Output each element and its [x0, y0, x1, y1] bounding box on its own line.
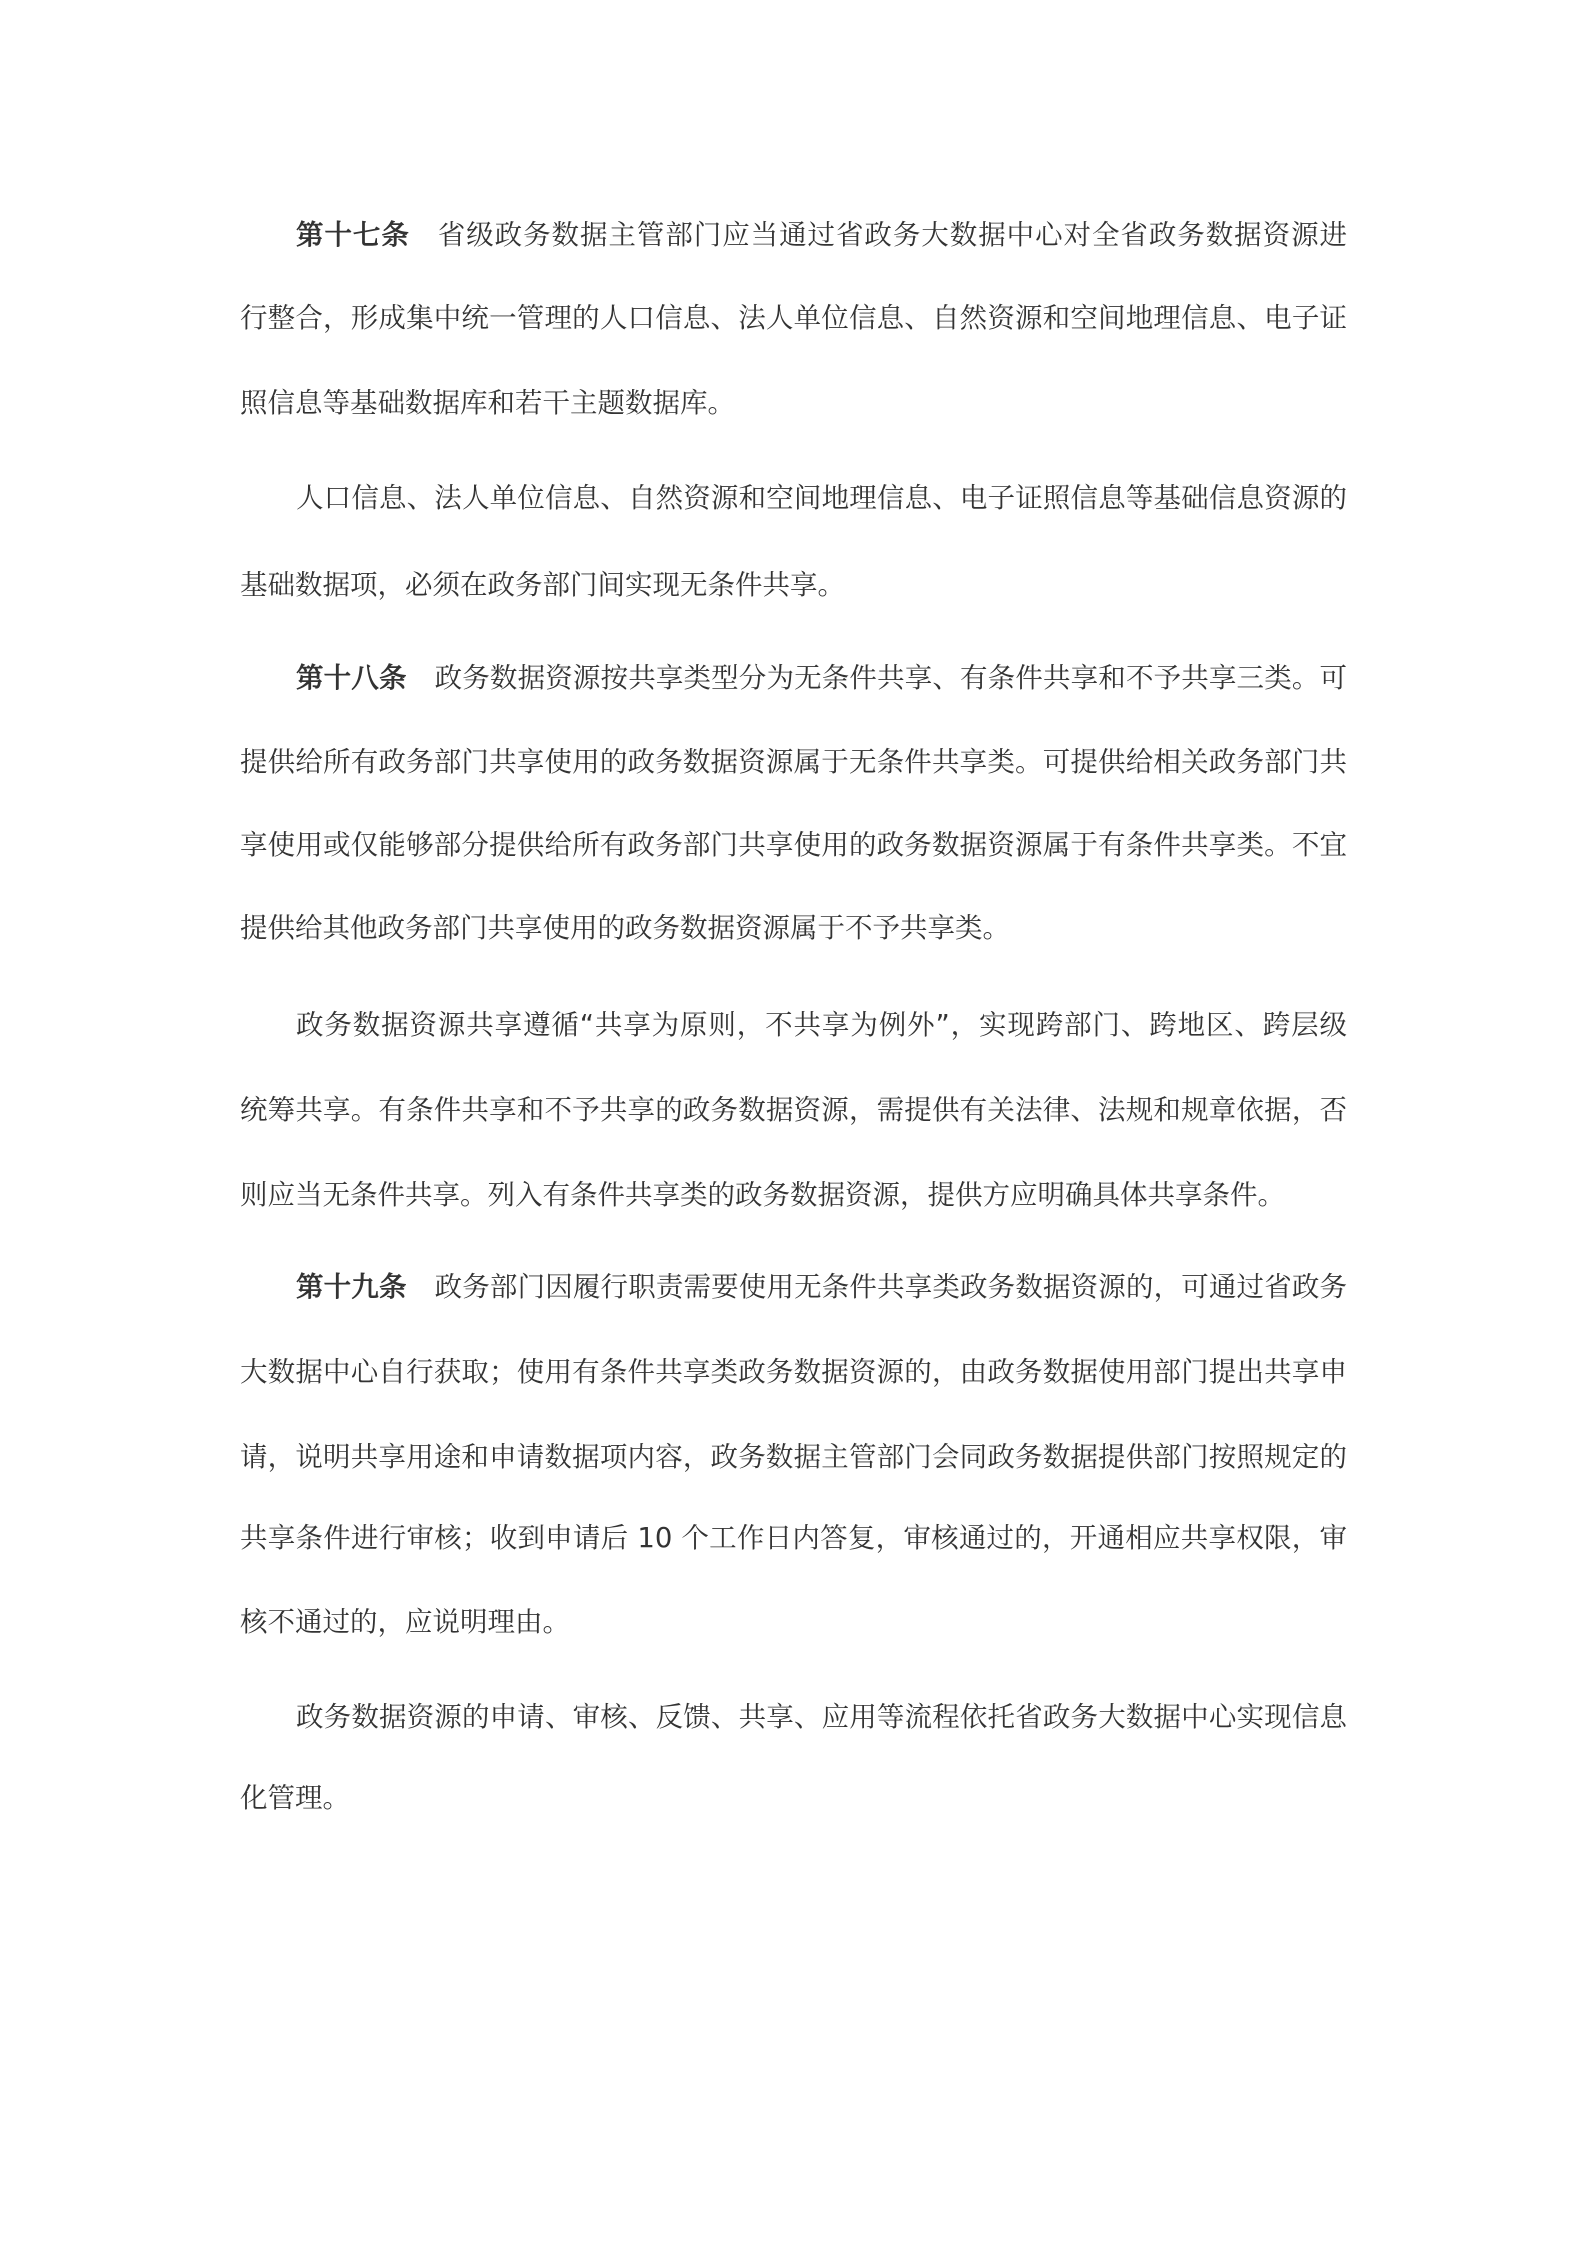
article-number: 第十八条	[296, 662, 407, 694]
paragraph-line	[296, 1267, 1347, 1307]
paragraph-line: 享使用或仅能够部分提供给所有政务部门共享使用的政务数据资源属于有条件共享类。不宜	[240, 829, 1347, 861]
paragraph-line	[296, 658, 1347, 698]
paragraph-line: 照信息等基础数据库和若干主题数据库。	[240, 387, 735, 419]
paragraph-line: 化管理。	[240, 1782, 350, 1814]
article-number: 第十七条	[296, 219, 410, 251]
paragraph-line	[296, 215, 1347, 255]
paragraph-text: 政务部门因履行职责需要使用无条件共享类政务数据资源的，可通过省政务	[434, 1271, 1348, 1303]
paragraph-line: 核不通过的，应说明理由。	[240, 1606, 570, 1638]
paragraph-line: 提供给其他政务部门共享使用的政务数据资源属于不予共享类。	[240, 912, 1010, 944]
paragraph-text: 政务数据资源按共享类型分为无条件共享、有条件共享和不予共享三类。可	[434, 662, 1348, 694]
paragraph-line: 则应当无条件共享。列入有条件共享类的政务数据资源，提供方应明确具体共享条件。	[240, 1179, 1285, 1211]
article-number: 第十九条	[296, 1271, 407, 1303]
paragraph-line: 统筹共享。有条件共享和不予共享的政务数据资源，需提供有关法律、法规和规章依据，否	[240, 1094, 1347, 1126]
paragraph-line: 共享条件进行审核；收到申请后 10 个工作日内答复，审核通过的，开通相应共享权限，审	[240, 1522, 1347, 1554]
paragraph-line: 人口信息、法人单位信息、自然资源和空间地理信息、电子证照信息等基础信息资源的	[296, 482, 1347, 514]
paragraph-line: 基础数据项，必须在政务部门间实现无条件共享。	[240, 569, 845, 601]
paragraph-line: 大数据中心自行获取；使用有条件共享类政务数据资源的，由政务数据使用部门提出共享申	[240, 1356, 1347, 1388]
paragraph-line: 政务数据资源共享遵循“共享为原则，不共享为例外”，实现跨部门、跨地区、跨层级	[296, 1009, 1347, 1041]
paragraph-line: 提供给所有政务部门共享使用的政务数据资源属于无条件共享类。可提供给相关政务部门共	[240, 746, 1347, 778]
paragraph-text: 省级政务数据主管部门应当通过省政务大数据中心对全省政务数据资源进	[437, 219, 1348, 251]
paragraph-line: 行整合，形成集中统一管理的人口信息、法人单位信息、自然资源和空间地理信息、电子证	[240, 302, 1347, 334]
paragraph-line: 请，说明共享用途和申请数据项内容，政务数据主管部门会同政务数据提供部门按照规定的	[240, 1441, 1347, 1473]
paragraph-line: 政务数据资源的申请、审核、反馈、共享、应用等流程依托省政务大数据中心实现信息	[296, 1701, 1347, 1733]
